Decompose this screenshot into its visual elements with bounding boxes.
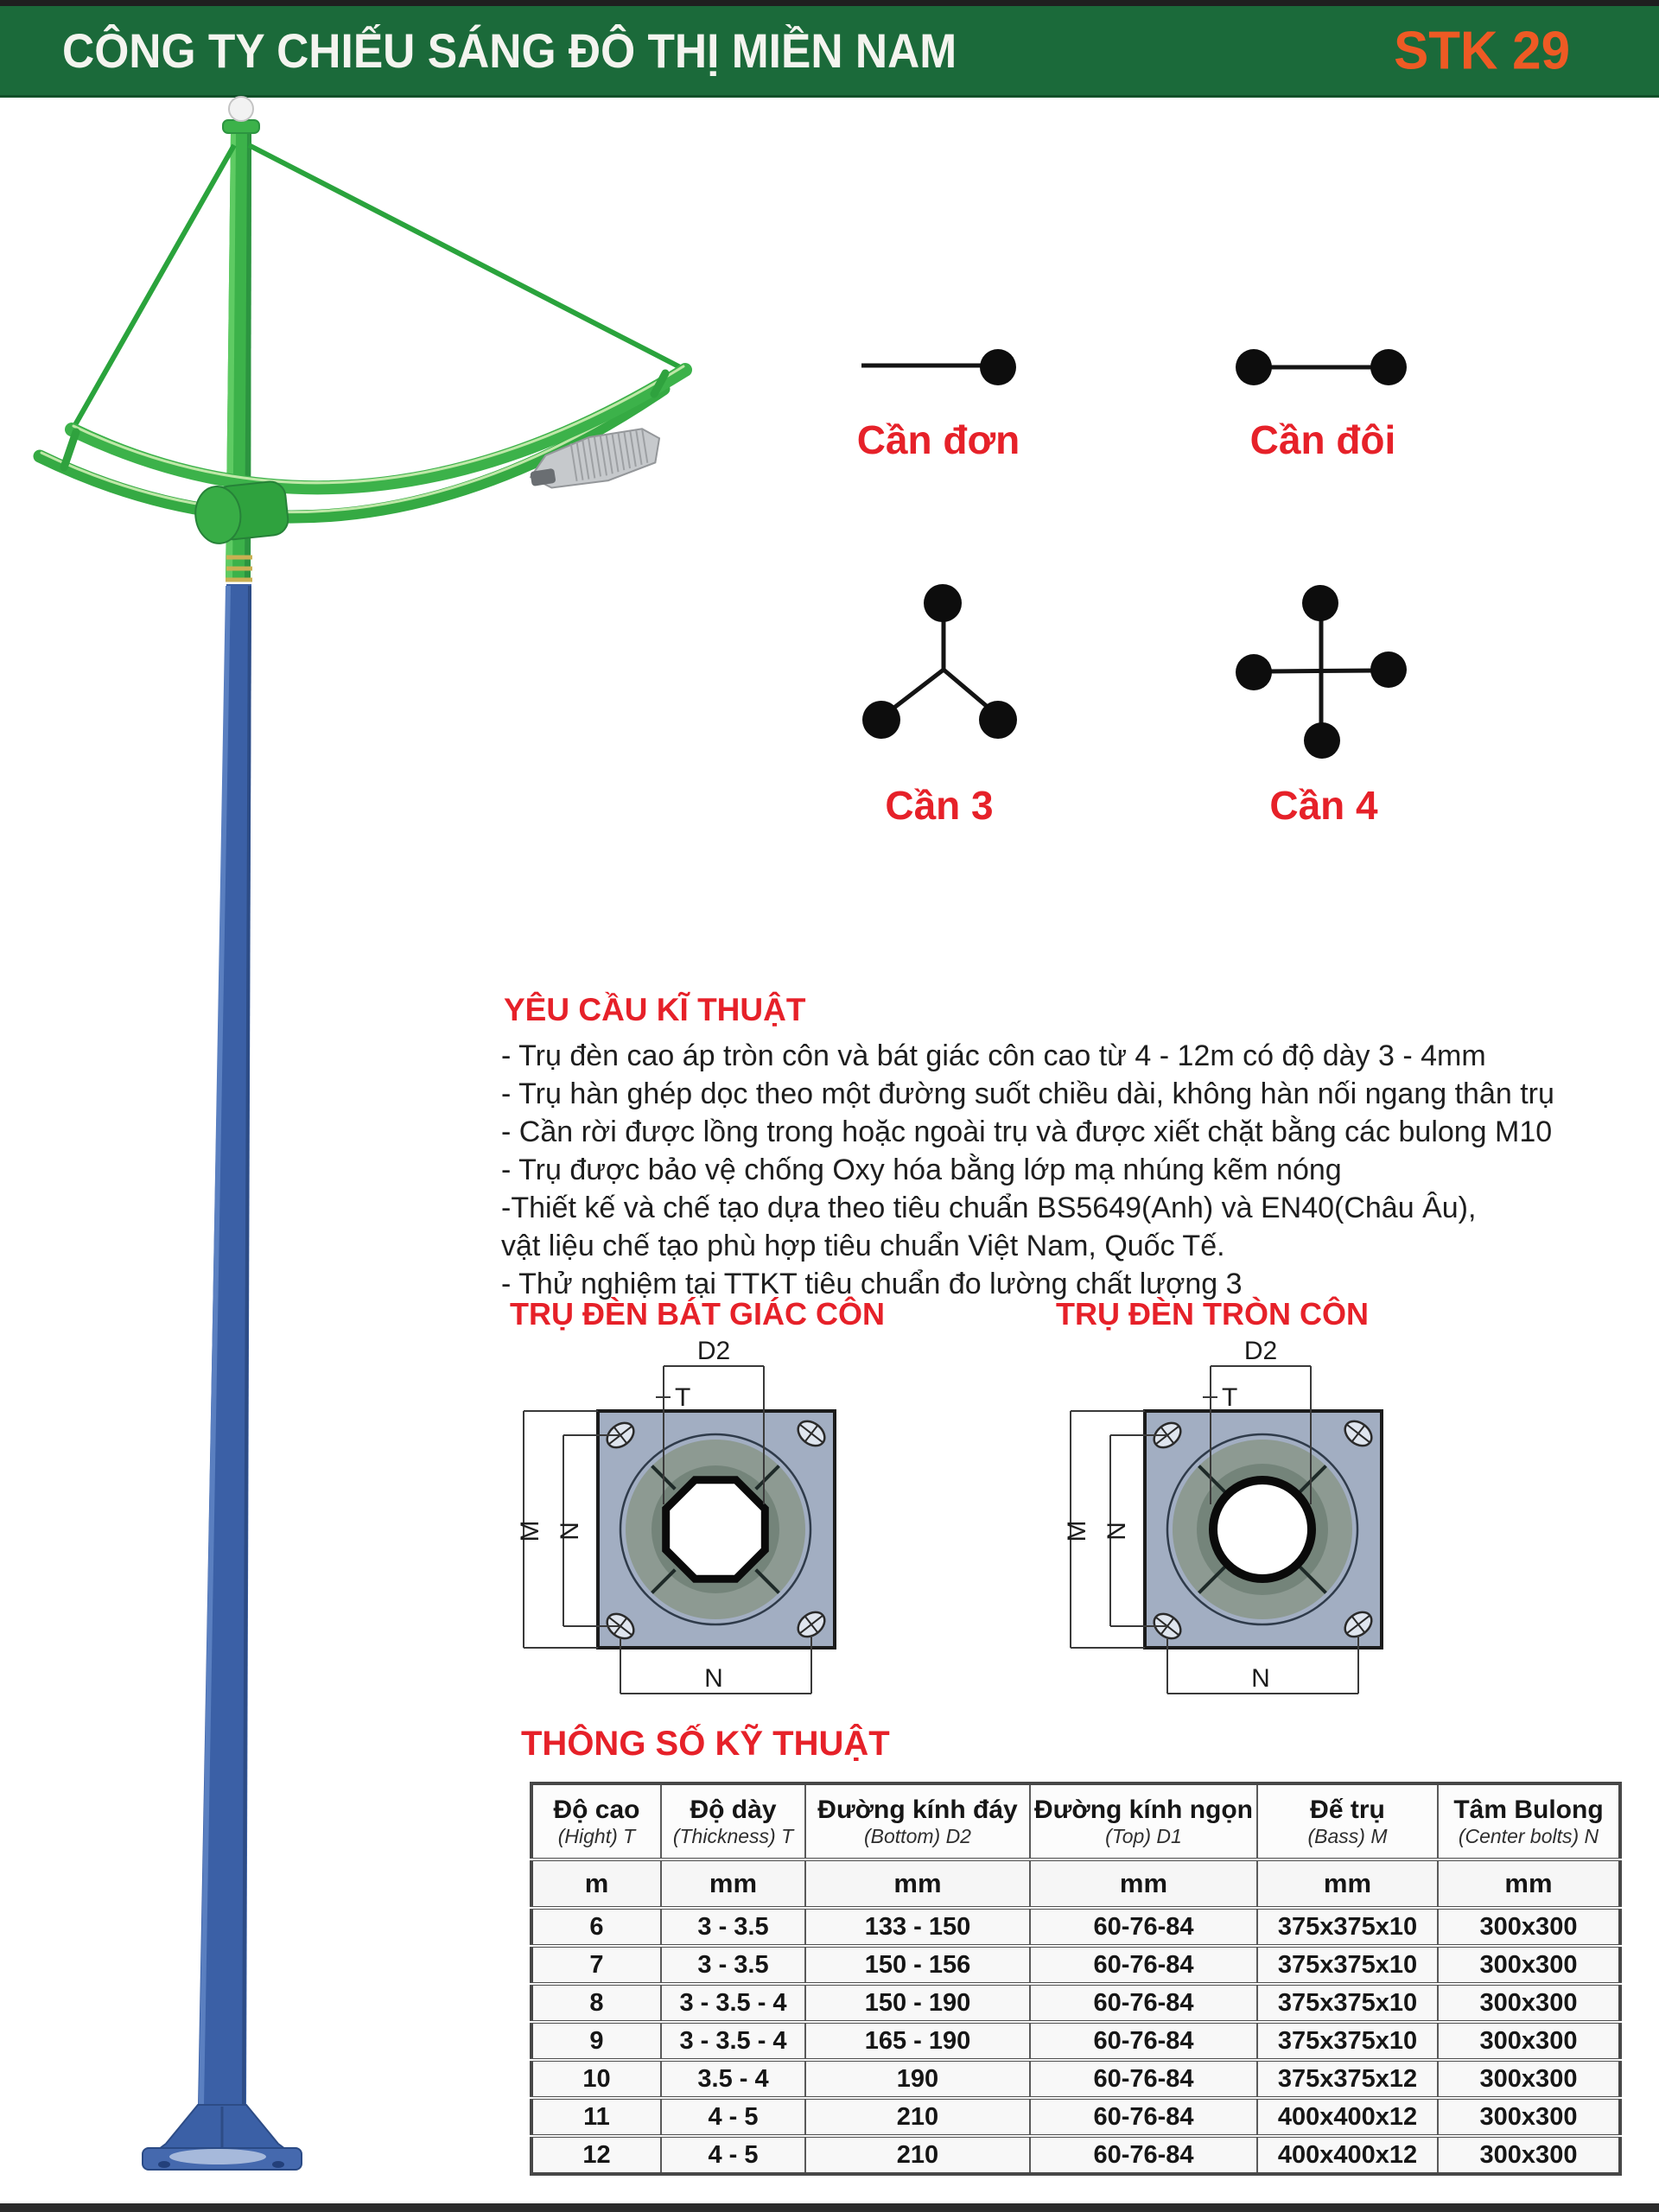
arm-single-label: Cần đơn bbox=[856, 417, 1020, 462]
col-name-vn: Độ cao bbox=[553, 1796, 640, 1824]
spec-unit-cell: mm bbox=[1030, 1859, 1257, 1908]
spec-cell: 300x300 bbox=[1438, 2060, 1620, 2098]
arm-double-icon bbox=[1236, 349, 1407, 385]
arm-quad-label: Cần 4 bbox=[1269, 783, 1378, 828]
spec-cell: 375x375x10 bbox=[1257, 1984, 1438, 2022]
arm-single-icon bbox=[861, 349, 1016, 385]
spec-cell: 4 - 5 bbox=[661, 2098, 805, 2136]
pole-shaft bbox=[198, 584, 251, 2107]
spec-cell: 190 bbox=[805, 2060, 1030, 2098]
spec-cell: 150 - 156 bbox=[805, 1946, 1030, 1984]
requirement-line: - Trụ được bảo vệ chống Oxy hóa bằng lớp mạ nhúng kẽm nóng bbox=[501, 1154, 1342, 1186]
spec-cell: 9 bbox=[531, 2022, 661, 2060]
spec-cell: 60-76-84 bbox=[1030, 2022, 1257, 2060]
requirement-line: vật liệu chế tạo phù hợp tiêu chuẩn Việt Nam, Quốc Tế. bbox=[501, 1230, 1225, 1262]
dim-label-m: M bbox=[1063, 1520, 1091, 1542]
arm-double-label: Cần đôi bbox=[1249, 417, 1396, 462]
spec-table bbox=[530, 1782, 1622, 2176]
spec-col-header bbox=[1438, 1783, 1620, 1859]
spec-cell: 210 bbox=[805, 2098, 1030, 2136]
spec-row bbox=[531, 2022, 1620, 2060]
spec-row bbox=[531, 2136, 1620, 2174]
spec-cell: 12 bbox=[531, 2136, 661, 2174]
spec-cell: 375x375x12 bbox=[1257, 2060, 1438, 2098]
spec-unit-cell: mm bbox=[1438, 1859, 1620, 1908]
spec-col-header bbox=[1030, 1783, 1257, 1859]
spec-cell: 8 bbox=[531, 1984, 661, 2022]
spec-cell: 7 bbox=[531, 1946, 661, 1984]
pole-finial-ball bbox=[229, 97, 253, 121]
dim-label-t: T bbox=[675, 1383, 691, 1412]
spec-row bbox=[531, 1908, 1620, 1946]
dim-label-n-bottom: N bbox=[1251, 1664, 1270, 1693]
spec-cell: 375x375x10 bbox=[1257, 2022, 1438, 2060]
dim-label-n-side: N bbox=[556, 1522, 584, 1541]
octagonal-hole bbox=[666, 1480, 766, 1580]
spec-col-header bbox=[531, 1783, 661, 1859]
requirements-list bbox=[501, 1037, 1650, 1303]
spec-row bbox=[531, 2098, 1620, 2136]
spec-unit-cell: mm bbox=[1257, 1859, 1438, 1908]
col-name-en: (Bottom) D2 bbox=[864, 1825, 971, 1847]
col-name-vn: Đế trụ bbox=[1310, 1796, 1385, 1824]
spec-row bbox=[531, 1946, 1620, 1984]
spec-cell: 400x400x12 bbox=[1257, 2136, 1438, 2174]
spec-cell: 3 - 3.5 bbox=[661, 1946, 805, 1984]
spec-cell: 133 - 150 bbox=[805, 1908, 1030, 1946]
round-base-title: TRỤ ĐÈN TRÒN CÔN bbox=[1056, 1296, 1369, 1332]
requirement-line: - Trụ hàn ghép dọc theo một đường suốt chiều dài, không hàn nối ngang thân trụ bbox=[501, 1077, 1554, 1110]
arm-triple-icon bbox=[862, 584, 1017, 739]
col-name-vn: Đường kính ngọn bbox=[1033, 1796, 1253, 1824]
spec-cell: 150 - 190 bbox=[805, 1984, 1030, 2022]
spec-table-body bbox=[531, 1908, 1620, 2174]
round-hole bbox=[1213, 1480, 1312, 1579]
dim-label-d2: D2 bbox=[696, 1337, 731, 1365]
spec-cell: 6 bbox=[531, 1908, 661, 1946]
spec-unit-cell: mm bbox=[805, 1859, 1030, 1908]
arm-triple-label: Cần 3 bbox=[885, 783, 994, 828]
spec-cell: 400x400x12 bbox=[1257, 2098, 1438, 2136]
spec-cell: 60-76-84 bbox=[1030, 2098, 1257, 2136]
bottom-border bbox=[0, 2203, 1659, 2212]
col-name-en: (Thickness) T bbox=[672, 1825, 794, 1847]
spec-cell: 4 - 5 bbox=[661, 2136, 805, 2174]
col-name-en: (Hight) T bbox=[557, 1825, 636, 1847]
spec-cell: 300x300 bbox=[1438, 2098, 1620, 2136]
dim-label-m: M bbox=[516, 1520, 544, 1542]
requirement-line: -Thiết kế và chế tạo dựa theo tiêu chuẩn BS5649(Anh) và EN40(Châu Âu), bbox=[501, 1192, 1477, 1224]
round-base-drawing bbox=[1031, 1335, 1411, 1715]
col-name-vn: Độ dày bbox=[690, 1796, 777, 1824]
spec-cell: 3 - 3.5 bbox=[661, 1908, 805, 1946]
spec-cell: 3 - 3.5 - 4 bbox=[661, 2022, 805, 2060]
spec-cell: 3.5 - 4 bbox=[661, 2060, 805, 2098]
spec-cell: 60-76-84 bbox=[1030, 1908, 1257, 1946]
specs-heading: THÔNG SỐ KỸ THUẬT bbox=[521, 1725, 890, 1763]
spec-cell: 60-76-84 bbox=[1030, 1984, 1257, 2022]
spec-cell: 300x300 bbox=[1438, 2022, 1620, 2060]
spec-cell: 3 - 3.5 - 4 bbox=[661, 1984, 805, 2022]
octagonal-base-drawing bbox=[484, 1335, 864, 1715]
spec-row bbox=[531, 2060, 1620, 2098]
col-name-en: (Bass) M bbox=[1307, 1825, 1388, 1847]
spec-cell: 11 bbox=[531, 2098, 661, 2136]
spec-cell: 300x300 bbox=[1438, 1946, 1620, 1984]
spec-col-header bbox=[661, 1783, 805, 1859]
col-name-vn: Tâm Bulong bbox=[1453, 1796, 1604, 1824]
col-name-en: (Center bolts) N bbox=[1458, 1825, 1599, 1847]
requirement-line: - Thử nghiệm tại TTKT tiêu chuẩn đo lường chất lượng 3 bbox=[501, 1268, 1243, 1300]
pole-base bbox=[143, 2105, 302, 2170]
col-name-vn: Đường kính đáy bbox=[817, 1796, 1018, 1824]
company-title: CÔNG TY CHIẾU SÁNG ĐÔ THỊ MIỀN NAM bbox=[62, 23, 957, 78]
spec-cell: 10 bbox=[531, 2060, 661, 2098]
dim-label-d2: D2 bbox=[1243, 1337, 1278, 1365]
arm-hub bbox=[193, 480, 289, 546]
col-name-en: (Top) D1 bbox=[1105, 1825, 1182, 1847]
spec-cell: 210 bbox=[805, 2136, 1030, 2174]
spec-cell: 60-76-84 bbox=[1030, 2060, 1257, 2098]
requirement-line: - Cần rời được lồng trong hoặc ngoài trụ và được xiết chặt bằng các bulong M10 bbox=[501, 1116, 1553, 1148]
dim-label-n-bottom: N bbox=[704, 1664, 723, 1693]
guy-wires bbox=[73, 145, 685, 429]
arm-quad-icon bbox=[1236, 585, 1407, 759]
spec-cell: 60-76-84 bbox=[1030, 2136, 1257, 2174]
arm-config-diagrams bbox=[812, 320, 1434, 769]
dim-label-n-side: N bbox=[1103, 1522, 1131, 1541]
spec-cell: 60-76-84 bbox=[1030, 1946, 1257, 1984]
spec-cell: 375x375x10 bbox=[1257, 1908, 1438, 1946]
spec-table-header bbox=[531, 1783, 1620, 1908]
spec-unit-cell: mm bbox=[661, 1859, 805, 1908]
octagonal-base-title: TRỤ ĐÈN BÁT GIÁC CÔN bbox=[510, 1296, 885, 1332]
spec-cell: 300x300 bbox=[1438, 2136, 1620, 2174]
spec-col-header bbox=[805, 1783, 1030, 1859]
sheet-code: STK 29 bbox=[1393, 21, 1570, 80]
requirement-line: - Trụ đèn cao áp tròn côn và bát giác côn cao từ 4 - 12m có độ dày 3 - 4mm bbox=[501, 1039, 1486, 1072]
dim-label-t: T bbox=[1222, 1383, 1238, 1412]
spec-unit-cell: m bbox=[531, 1859, 661, 1908]
spec-cell: 300x300 bbox=[1438, 1908, 1620, 1946]
spec-col-header bbox=[1257, 1783, 1438, 1859]
spec-cell: 165 - 190 bbox=[805, 2022, 1030, 2060]
spec-row bbox=[531, 1984, 1620, 2022]
requirements-heading: YÊU CẦU KĨ THUẬT bbox=[504, 992, 806, 1027]
spec-cell: 375x375x10 bbox=[1257, 1946, 1438, 1984]
spec-cell: 300x300 bbox=[1438, 1984, 1620, 2022]
